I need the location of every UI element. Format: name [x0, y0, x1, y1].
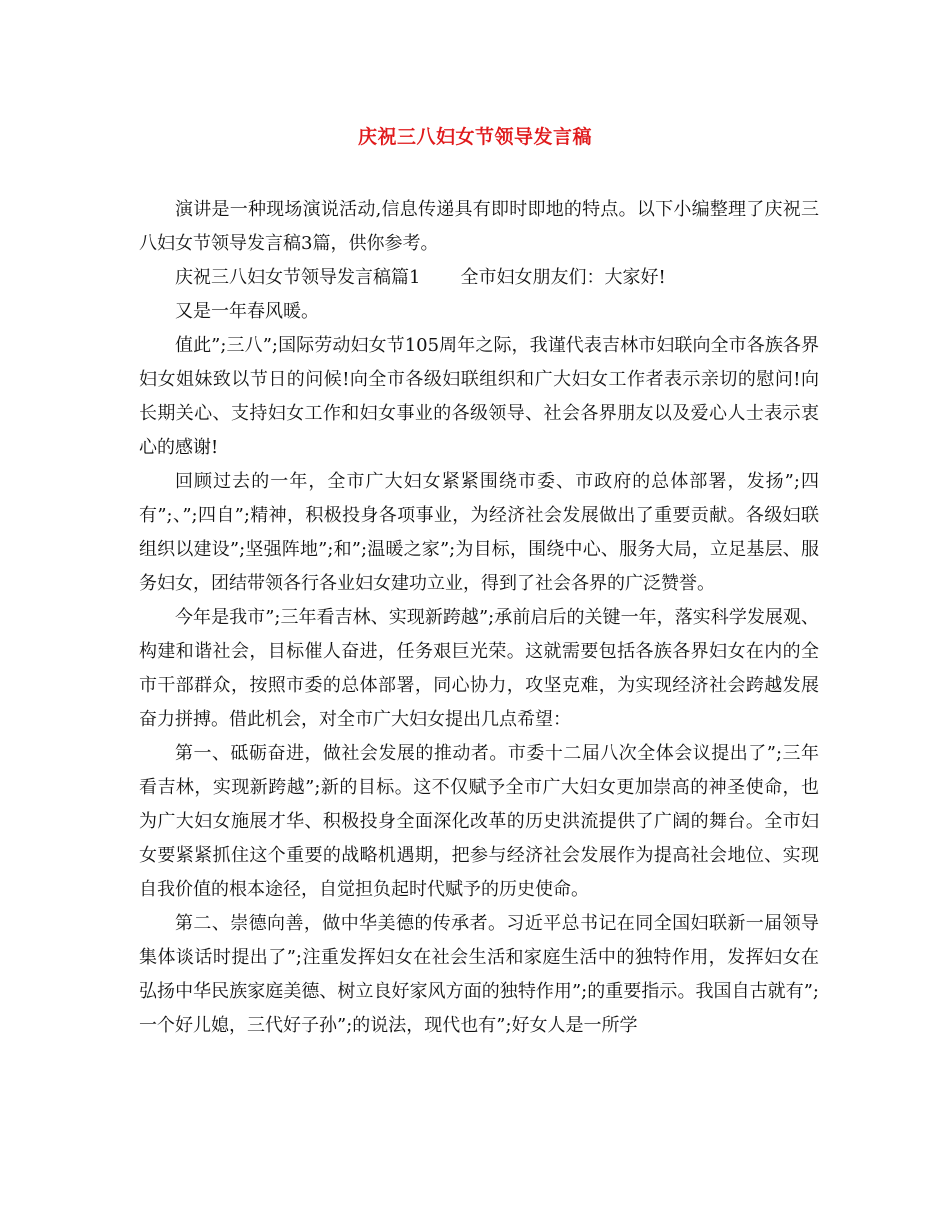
paragraph-this-year: 今年是我市”;三年看吉林、实现新跨越”;承前启后的关键一年，落实科学发展观、构建和谐社会，目标催人奋进，任务艰巨光荣。这就需要包括各族各界妇女在内的全市干部群众，按照市委的总体部署，同心协力，攻坚克难，为实现经济社会跨越发展奋力拼搏。借此机会，对全市广大妇女提出几点希望： — [139, 607, 819, 730]
paragraph-section-heading — [139, 261, 819, 295]
document-body — [139, 193, 819, 1043]
paragraph-greeting: 值此”;三八”;国际劳动妇女节105周年之际，我谨代表吉林市妇联向全市各族各界妇女姐妹致以节日的问候!向全市各级妇联组织和广大妇女工作者表示亲切的慰问!向长期关心、支持妇女工作和妇女事业的各级领导、社会各界朋友以及爱心人士表示衷心的感谢! — [139, 335, 819, 458]
paragraph-review: 回顾过去的一年，全市广大妇女紧紧围绕市委、市政府的总体部署，发扬”;四有”;、”;四自”;精神，积极投身各项事业，为经济社会发展做出了重要贡献。各级妇联组织以建设”;坚强阵地”;和”;温暖之家”;为目标，围绕中心、服务大局，立足基层、服务妇女，团结带领各行各业妇女建功立业，得到了社会各界的广泛赞誉。 — [139, 471, 819, 594]
paragraph-spring: 又是一年春风暖。 — [175, 301, 319, 322]
paragraph-second-hope: 第二、崇德向善，做中华美德的传承者。习近平总书记在同全国妇联新一届领导集体谈话时提出了”;注重发挥妇女在社会生活和家庭生活中的独特作用，发挥妇女在弘扬中华民族家庭美德、树立良好家风方面的独特作用”;的重要指示。我国自古就有”;一个好儿媳，三代好子孙”;的说法，现代也有”;好女人是一所学 — [139, 913, 819, 1036]
section-heading: 庆祝三八妇女节领导发言稿篇1 — [175, 267, 421, 288]
salutation: 全市妇女朋友们：大家好! — [460, 267, 666, 288]
paragraph-intro: 演讲是一种现场演说活动,信息传递具有即时即地的特点。以下小编整理了庆祝三八妇女节领导发言稿3篇，供你参考。 — [139, 199, 819, 254]
document-title: 庆祝三八妇女节领导发言稿 — [357, 126, 592, 148]
paragraph-first-hope: 第一、砥砺奋进，做社会发展的推动者。市委十二届八次全体会议提出了”;三年看吉林，实现新跨越”;新的目标。这不仅赋予全市广大妇女更加崇高的神圣使命，也为广大妇女施展才华、积极投身全面深化改革的历史洪流提供了广阔的舞台。全市妇女要紧紧抓住这个重要的战略机遇期，把参与经济社会发展作为提高社会地位、实现自我价值的根本途径，自觉担负起时代赋予的历史使命。 — [139, 743, 819, 900]
